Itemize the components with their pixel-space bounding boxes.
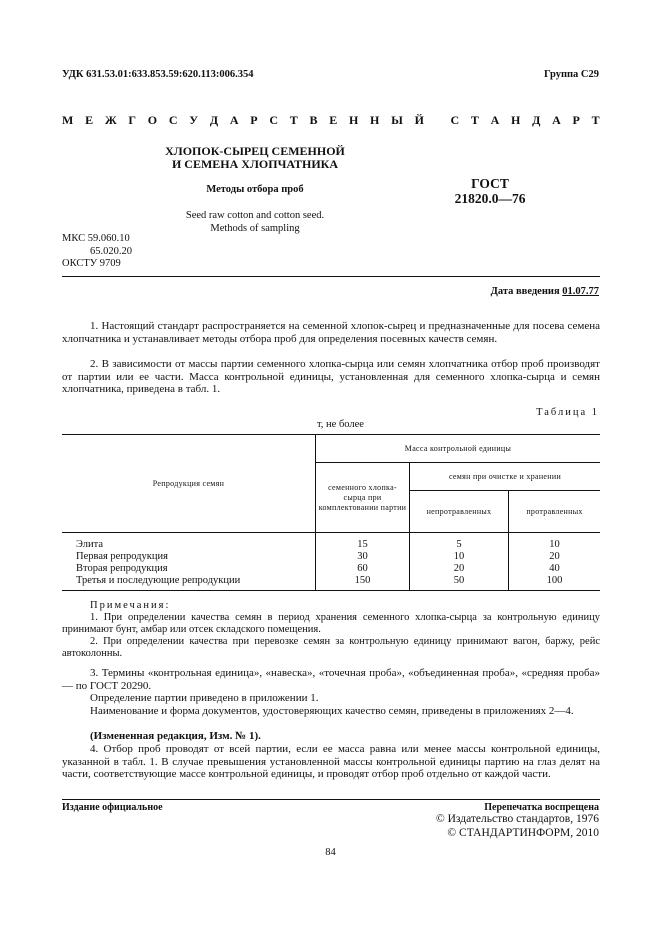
gost-label: ГОСТ — [471, 176, 509, 191]
heading-letter: А — [490, 113, 500, 127]
title-line-1: ХЛОПОК-СЫРЕЦ СЕМЕННОЙ — [165, 144, 345, 158]
date-label: Дата введения — [490, 286, 560, 297]
row-raw: 15 — [316, 539, 410, 551]
row-treated: 100 — [546, 575, 563, 586]
header-mass: Масса контрольной единицы — [316, 435, 601, 463]
note-1: 1. При определении качества семян в период хранения семенного хлопка-сырца за контрольную единицу принимают бунт, амбар или отсек складского помещения. — [62, 612, 600, 635]
reprint-prohibited: Перепечатка воспрещена — [484, 802, 599, 813]
header-reproduction: Репродукция семян — [62, 435, 316, 533]
date-of-introduction — [491, 286, 599, 297]
row-raw: 60 — [316, 563, 410, 575]
title-line-2: И СЕМЕНА ХЛОПЧАТНИКА — [171, 157, 339, 171]
row-name: Первая репродукция — [62, 551, 316, 563]
mks-code-1: МКС 59.060.10 — [62, 233, 130, 244]
notes-heading — [62, 600, 600, 612]
classification-codes — [62, 233, 132, 271]
row-raw: 30 — [316, 551, 410, 563]
table-row — [62, 551, 600, 563]
row-untreated: 10 — [410, 551, 509, 563]
copyright-2: © СТАНДАРТИНФОРМ, 2010 — [447, 827, 599, 839]
header-raw-cotton: семенного хлопка-сырца при комплектовании партии — [316, 463, 410, 533]
header-seeds: семян при очистке и хранении — [410, 463, 601, 491]
table-row — [62, 575, 600, 587]
row-untreated: 50 — [410, 575, 509, 587]
copyright-1: © Издательство стандартов, 1976 — [435, 813, 599, 825]
table-row — [62, 539, 600, 551]
english-title-line-2: Methods of sampling — [210, 223, 300, 234]
header-treated: протравленных — [509, 491, 601, 533]
mks-code-2: 65.020.20 — [90, 245, 132, 257]
official-edition: Издание официальное — [62, 802, 163, 813]
heading-letter: Т — [470, 113, 479, 127]
heading-letter: О — [147, 113, 158, 127]
heading-letter: Ж — [104, 113, 117, 127]
row-untreated: 20 — [410, 563, 509, 575]
paragraph-4: 4. Отбор проб проводят от всей партии, если ее масса равна или менее массы контрольной единицы, указанной в табл. 1. В случае превышения установленной массы контрольной единицы партию на глаз делят на части, соответствующие массе контрольной единицы, и проводят отбор проб отдельно от каждой части. — [62, 743, 600, 781]
heading-letter: Д — [532, 113, 541, 127]
heading-letter: С — [269, 113, 278, 127]
heading-letter: Н — [348, 113, 359, 127]
row-raw: 150 — [316, 575, 410, 587]
heading-letter: Й — [414, 113, 424, 127]
date-value: 01.07.77 — [562, 286, 599, 297]
table-unit: т, не более — [317, 419, 364, 430]
gost-designation — [425, 176, 555, 206]
row-name: Элита — [62, 539, 316, 551]
footer-divider — [62, 799, 600, 800]
row-name: Вторая репродукция — [62, 563, 316, 575]
heading-letter: Р — [572, 113, 580, 127]
heading-letter: Р — [250, 113, 258, 127]
paragraph-3-documents: Наименование и форма документов, удостоверяющих качество семян, приведены в приложениях 2—4. — [90, 705, 574, 717]
header-divider — [62, 276, 600, 277]
okstu-code: ОКСТУ 9709 — [62, 258, 121, 269]
paragraph-3-partition: Определение партии приведено в приложении 1. — [90, 692, 319, 704]
document-subtitle: Методы отбора проб — [206, 184, 304, 195]
paragraph-3: 3. Термины «контрольная единица», «навеска», «точечная проба», «объединенная проба», «средняя проба» — по ГОСТ 20290. — [62, 667, 600, 692]
heading-letter: М — [62, 113, 74, 127]
sampling-mass-table — [62, 434, 600, 591]
heading-letter: У — [189, 113, 199, 127]
heading-letter: Е — [329, 113, 338, 127]
row-treated: 40 — [549, 563, 560, 574]
heading-letter: Т — [591, 113, 600, 127]
heading-letter: Ы — [391, 113, 403, 127]
heading-letter: А — [229, 113, 239, 127]
document-title — [140, 145, 370, 171]
heading-letter: В — [309, 113, 318, 127]
heading-letter: С — [168, 113, 178, 127]
table-row — [62, 563, 600, 575]
note-2: 2. При определении качества при перевозке семян за контрольную единицу принимают вагон, баржу, рейс автоколонны. — [62, 636, 600, 659]
heading-letter: Г — [128, 113, 137, 127]
heading-letter: А — [552, 113, 561, 127]
page-number: 84 — [325, 847, 336, 858]
notes-heading-text: Примечания: — [90, 600, 171, 611]
header-untreated: непротравленных — [410, 491, 509, 533]
heading-letter: Д — [209, 113, 219, 127]
heading-letter: Е — [85, 113, 94, 127]
group-code: Группа С29 — [543, 69, 599, 80]
row-untreated: 5 — [410, 539, 509, 551]
heading-letter: Н — [370, 113, 380, 127]
row-treated: 10 — [549, 539, 560, 550]
udk-code: УДК 631.53.01:633.853.59:620.113:006.354 — [62, 69, 254, 80]
heading-letter: Т — [289, 113, 298, 127]
gost-number: 21820.0—76 — [454, 191, 526, 206]
row-name: Третья и последующие репродукции — [62, 575, 316, 587]
row-treated: 20 — [549, 551, 560, 562]
paragraph-2: 2. В зависимости от массы партии семенного хлопка-сырца или семян хлопчатника отбор проб производят от партии или ее части. Масса контрольной единицы, установленная для семенного хлопка-сырца и семян хлопчатника, приведена в табл. 1. — [62, 358, 600, 396]
standard-type-heading — [62, 113, 600, 128]
english-title-line-1: Seed raw cotton and cotton seed. — [185, 210, 325, 221]
paragraph-1: 1. Настоящий стандарт распространяется на семенной хлопок-сырец и предназначенные для посева семена хлопчатника и устанавливает методы отбора проб для определения посевных качеств семян. — [62, 320, 600, 345]
heading-letter: С — [450, 113, 460, 127]
heading-letter — [436, 113, 439, 128]
table-title: Таблица 1 — [536, 407, 599, 418]
english-title — [140, 209, 370, 235]
heading-letter: Н — [511, 113, 521, 127]
revision-note: (Измененная редакция, Изм. № 1). — [90, 730, 261, 742]
